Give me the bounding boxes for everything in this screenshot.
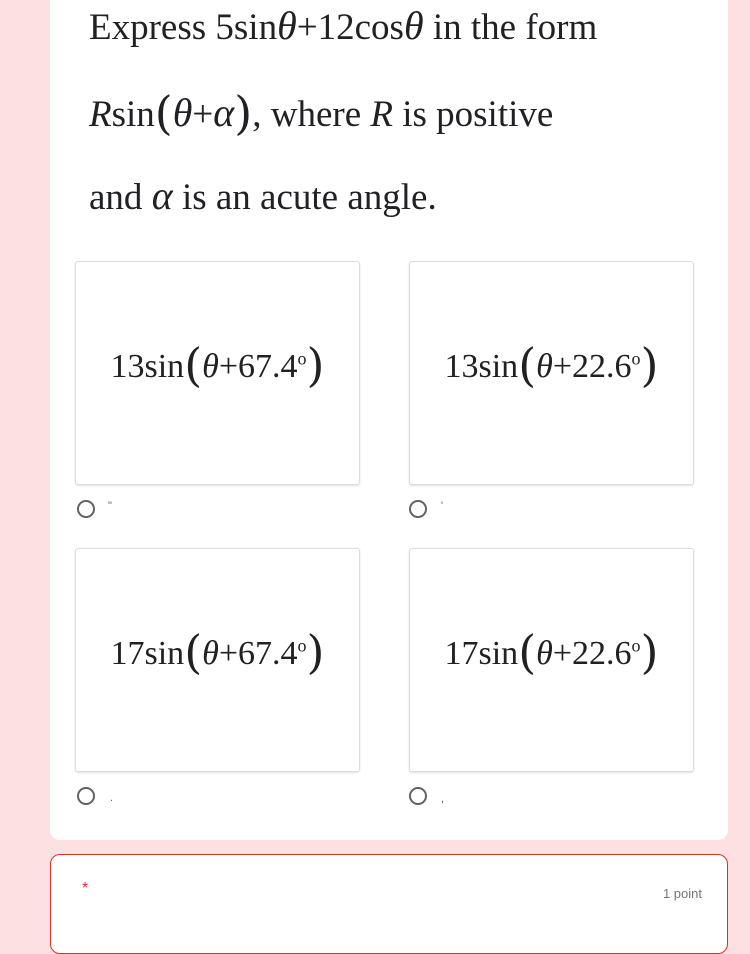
required-asterisk: * [82,880,89,897]
option-d-formula: $17\sin(\theta+22.6^o)$ [444,625,659,679]
expression-5sin-12cos: 5sinθ+12cosθ [215,3,424,48]
radio-option-a[interactable] [77,500,95,518]
question-line-2 [89,86,554,140]
option-image-b[interactable] [409,261,694,485]
option-b-formula: $13\sin(\theta+22.6^o)$ [444,338,659,392]
option-a-label: " [108,500,112,512]
question-line-2-text: where R is positive [270,94,554,135]
question-line-1: Express 5sinθ+12cosθ in the form [89,3,598,48]
points-label: 1 point [662,886,702,901]
option-image-a[interactable] [75,261,360,485]
radio-option-c[interactable] [77,787,95,805]
option-c-formula: $17\sin(\theta+67.4^o)$ [110,625,325,679]
option-c-label: . [110,792,114,804]
expression-rsin: Rsin(θ+α), [89,86,262,140]
radio-option-b[interactable] [409,500,427,518]
option-a-formula: $13\sin(\theta+67.4^o)$ [110,338,325,392]
option-image-d[interactable] [409,548,694,772]
option-image-c[interactable] [75,548,360,772]
option-d-label: , [441,793,445,805]
question-line-3: and α is an acute angle. [89,173,437,218]
radio-option-d[interactable] [409,787,427,805]
option-b-label: ' [441,500,444,512]
next-question-card [50,854,728,954]
